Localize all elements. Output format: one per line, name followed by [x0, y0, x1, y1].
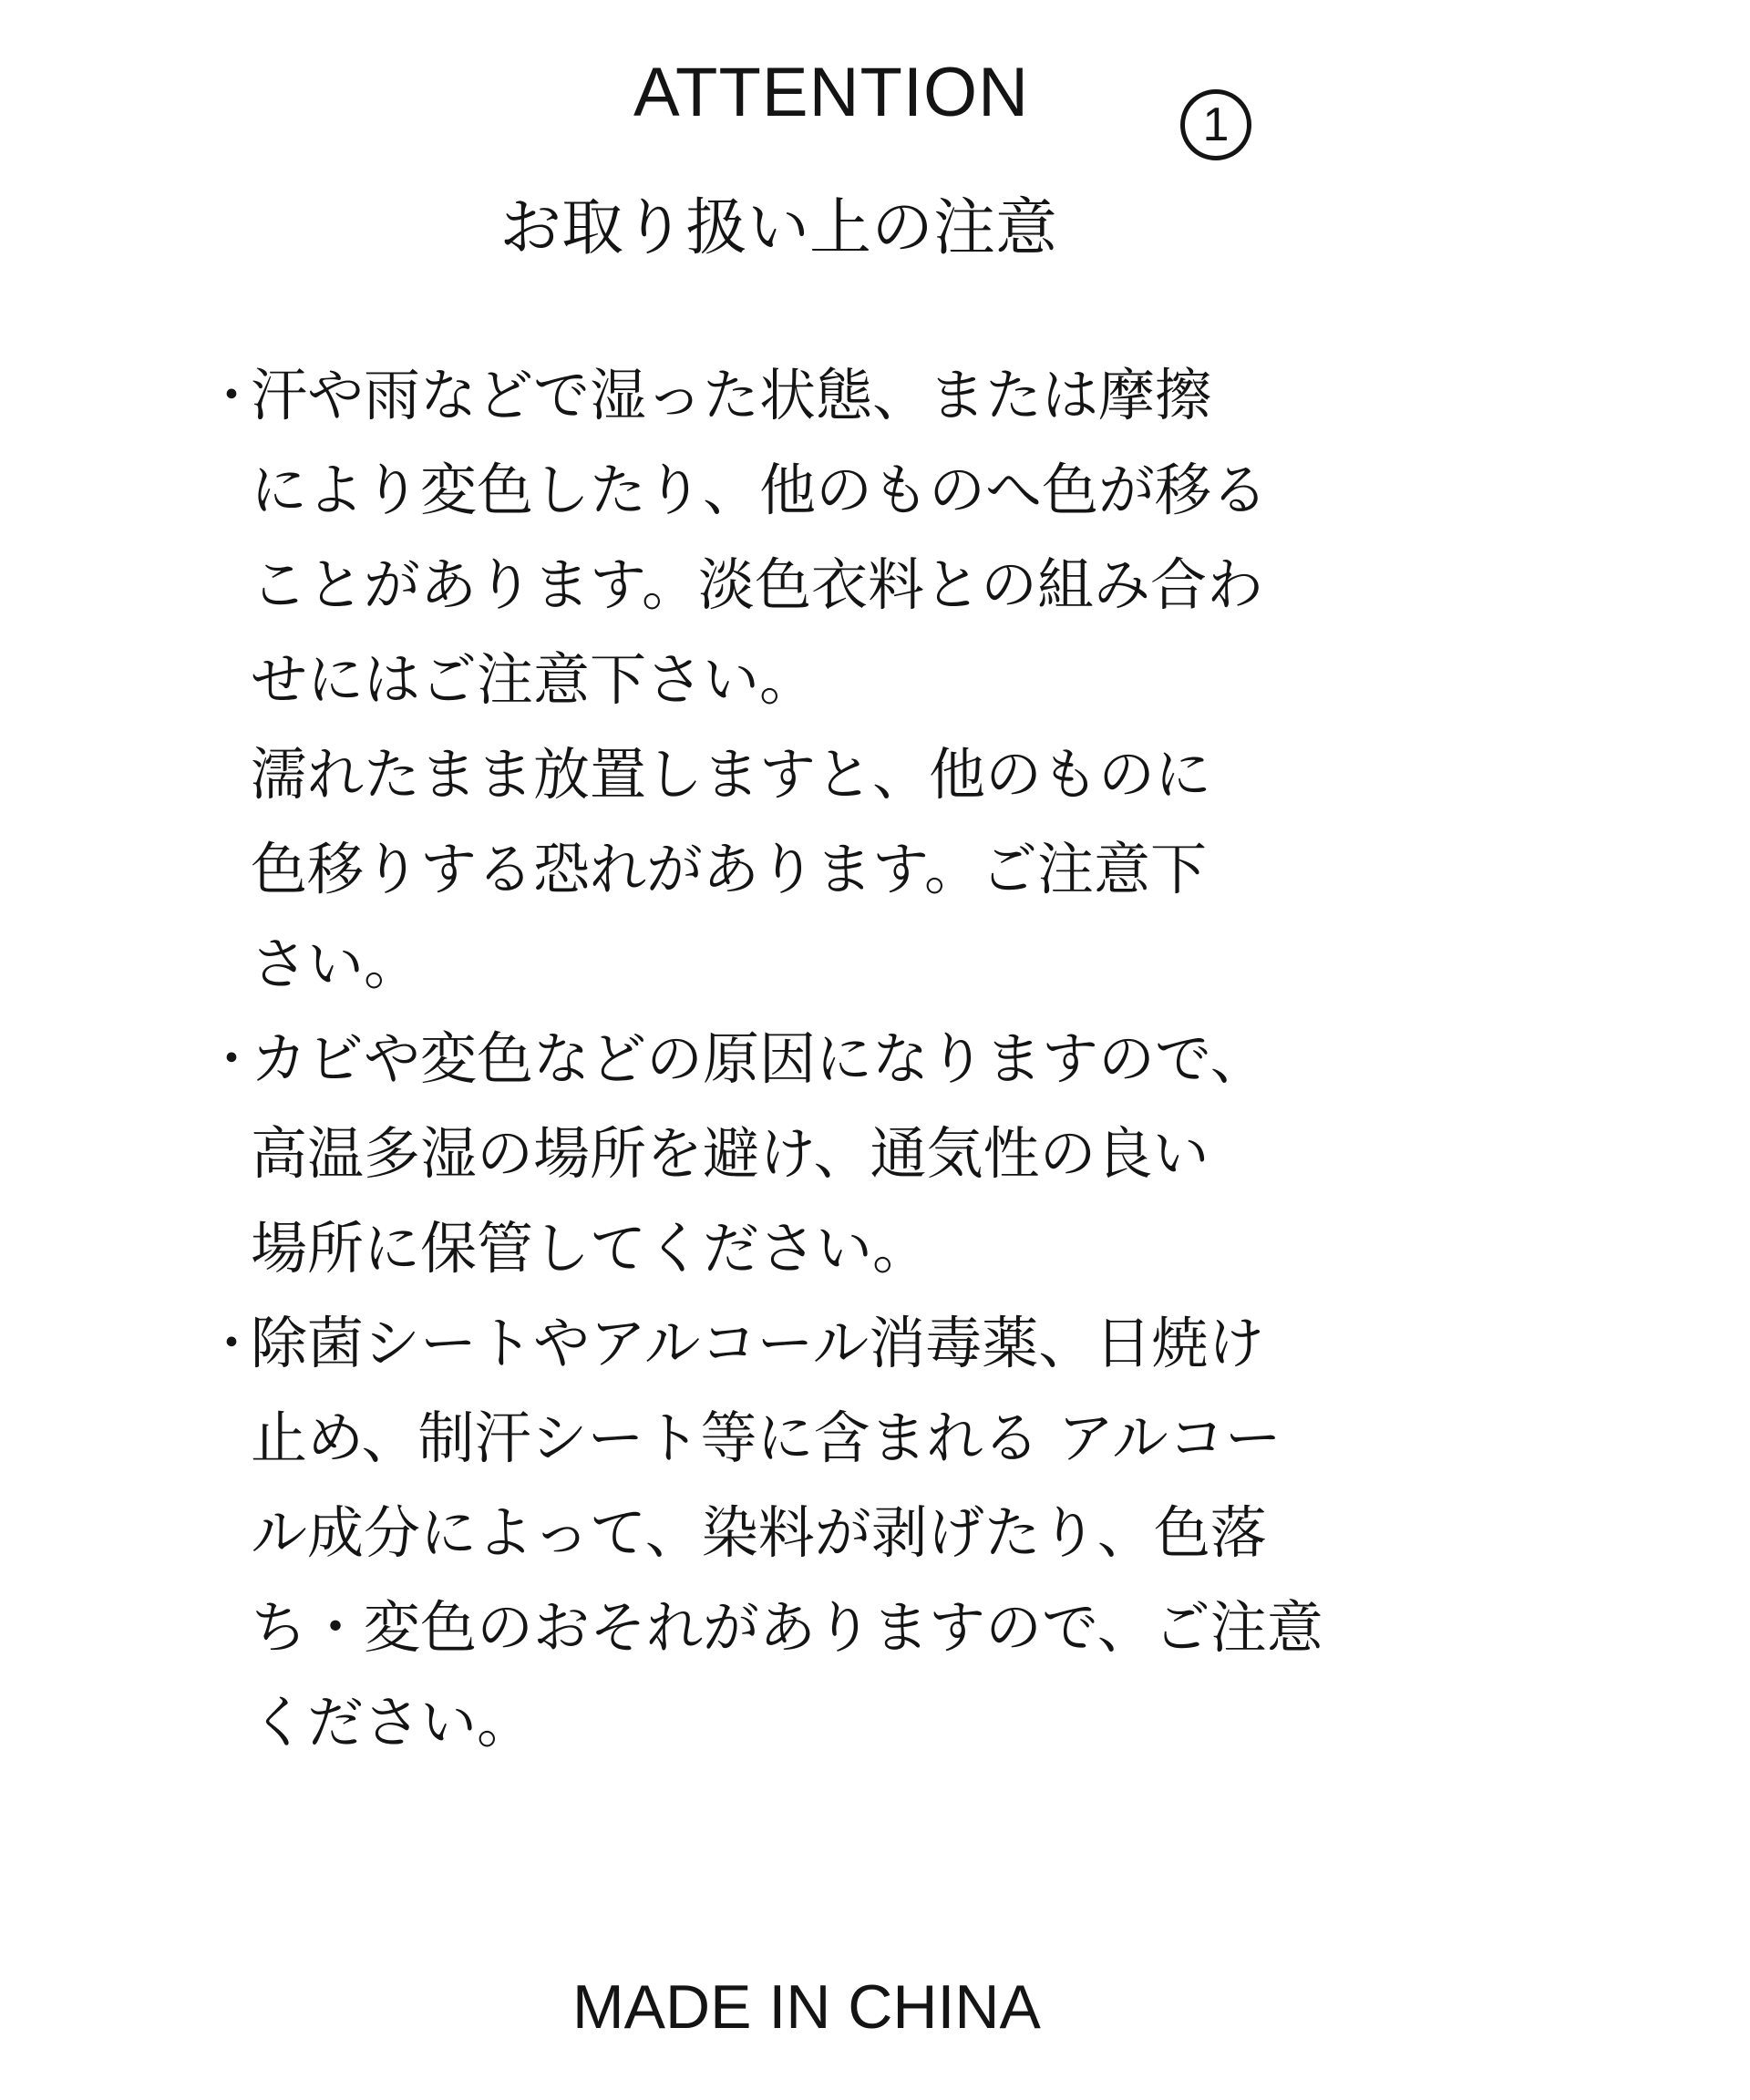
bullet-marker: ・: [205, 365, 259, 427]
country-of-origin: MADE IN CHINA: [572, 1972, 1041, 2042]
page-subtitle: お取り扱い上の注意: [499, 192, 1058, 264]
bullet-marker: ・: [205, 1312, 259, 1374]
note-paragraph: 汗や雨などで湿った状態、または摩擦 により変色したり、他のものへ色が移る ことがあります。淡色衣料との組み合わ せにはご注意下さい。: [251, 362, 1269, 713]
care-note: [205, 1012, 1481, 1296]
care-note: [205, 1296, 1481, 1770]
page-title: ATTENTION: [633, 54, 1030, 131]
page-number-circle: 1: [1180, 89, 1251, 160]
care-notes-list: [205, 348, 1481, 1770]
bullet-marker: ・: [205, 1028, 259, 1090]
note-paragraph: 濡れたまま放置しますと、他のものに 色移りする恐れがあります。ご注意下 さい。: [251, 741, 1212, 997]
note-paragraph: カビや変色などの原因になりますので、 高温多湿の場所を避け、通気性の良い 場所に保管してください。: [251, 1025, 1267, 1282]
note-paragraph: 除菌シートやアルコール消毒薬、日焼け 止め、制汗シート等に含まれる アルコー ル成分によって、染料が剥げたり、色落 ち・変色のおそれがありますので、ご注意 ください。: [251, 1310, 1323, 1755]
care-note: [205, 348, 1481, 1012]
